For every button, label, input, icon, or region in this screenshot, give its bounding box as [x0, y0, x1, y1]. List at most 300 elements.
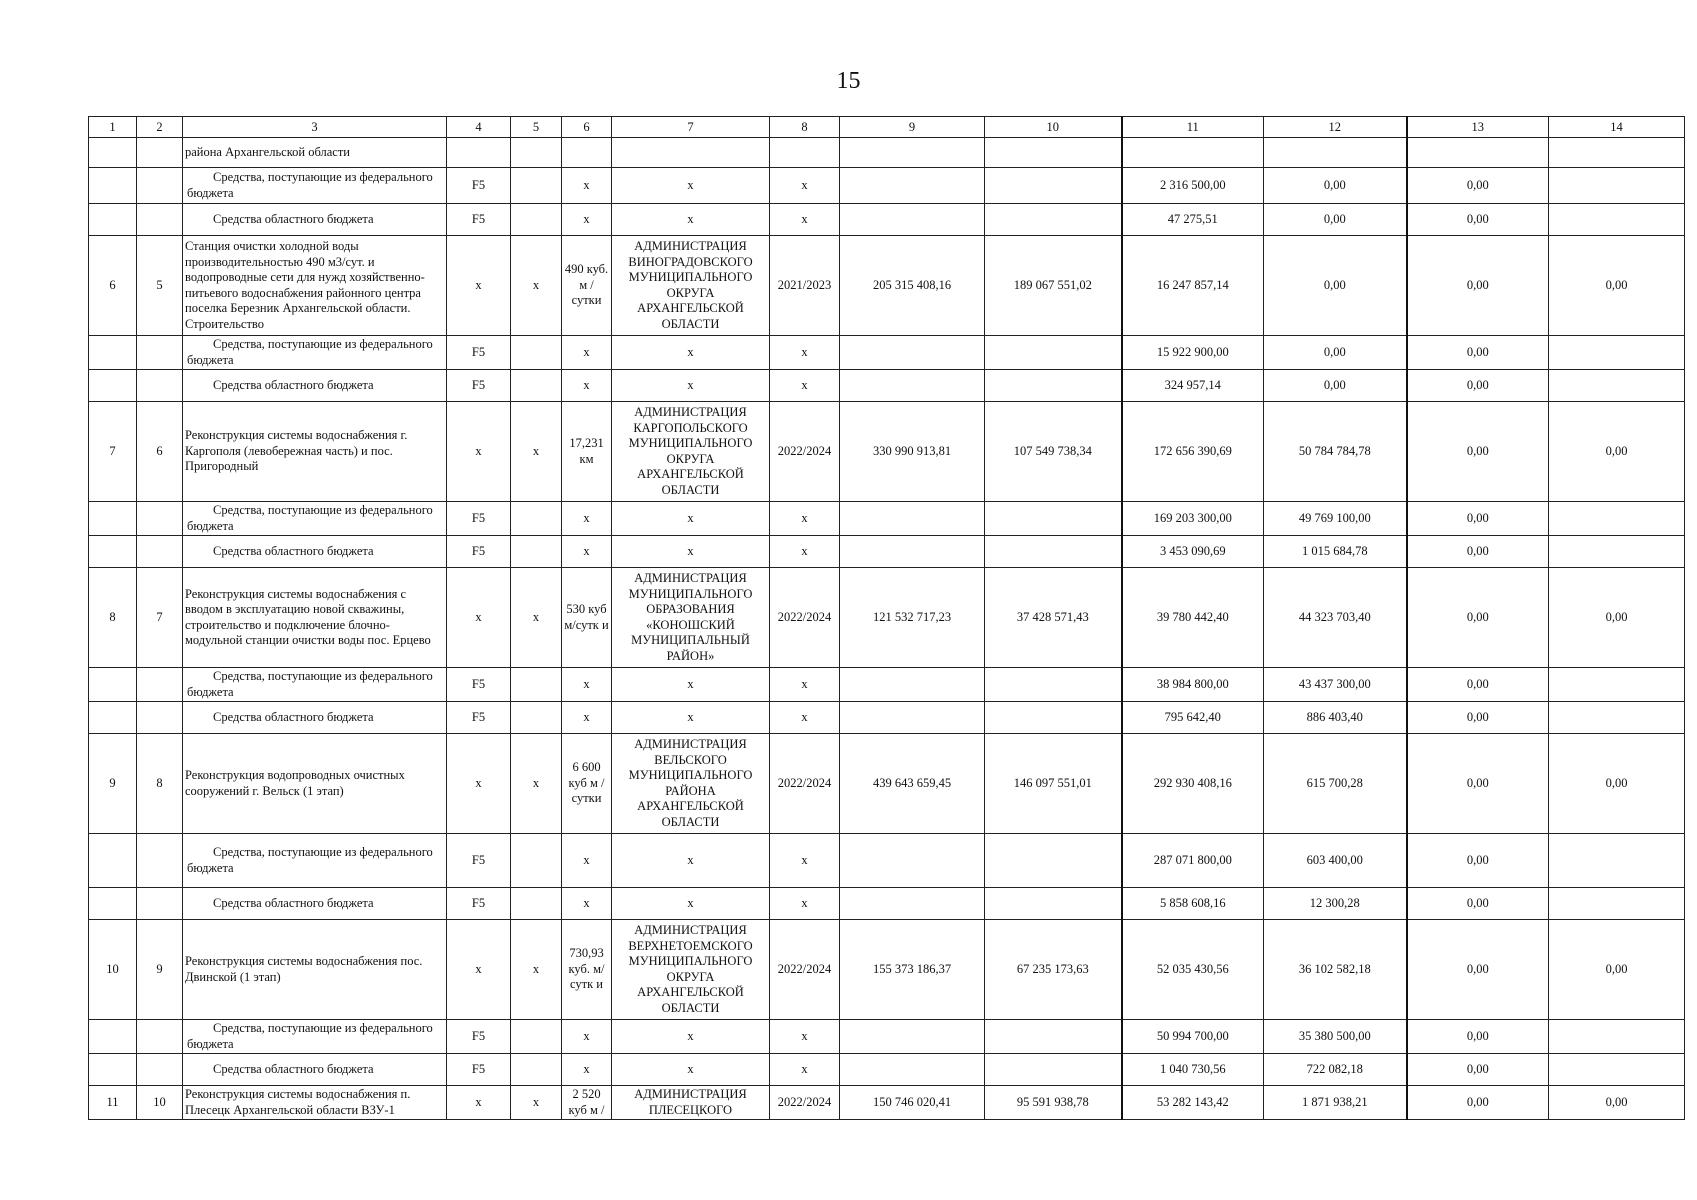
cell-col-2 [137, 1054, 183, 1086]
cell-col-11: 52 035 430,56 [1122, 920, 1264, 1020]
cell-col-4: x [447, 402, 511, 502]
cell-col-9 [840, 668, 985, 702]
cell-col-9: 121 532 717,23 [840, 568, 985, 668]
cell-col-5 [511, 888, 562, 920]
cell-col-13: 0,00 [1407, 502, 1549, 536]
cell-col-14 [1549, 168, 1685, 204]
table-row [89, 502, 1685, 536]
header-cell-14: 14 [1549, 117, 1685, 138]
cell-col-5 [511, 204, 562, 236]
cell-col-5 [511, 834, 562, 888]
cell-col-1 [89, 668, 137, 702]
cell-col-7: x [612, 336, 770, 370]
cell-col-2 [137, 336, 183, 370]
cell-col-2 [137, 834, 183, 888]
cell-col-7: x [612, 1054, 770, 1086]
cell-col-2 [137, 702, 183, 734]
cell-col-3: района Архангельской области [183, 138, 447, 168]
cell-col-14 [1549, 336, 1685, 370]
table-row [89, 1020, 1685, 1054]
table-row [89, 168, 1685, 204]
cell-col-9 [840, 702, 985, 734]
table-row [89, 370, 1685, 402]
cell-col-5 [511, 370, 562, 402]
cell-col-4: F5 [447, 834, 511, 888]
cell-col-14: 0,00 [1549, 1086, 1685, 1120]
cell-col-2: 9 [137, 920, 183, 1020]
cell-col-1: 10 [89, 920, 137, 1020]
header-cell-9: 9 [840, 117, 985, 138]
cell-col-10: 107 549 738,34 [985, 402, 1122, 502]
cell-col-12: 12 300,28 [1264, 888, 1407, 920]
cell-col-10 [985, 502, 1122, 536]
cell-col-5: x [511, 1086, 562, 1120]
cell-col-8: x [770, 834, 840, 888]
table-row [89, 402, 1685, 502]
cell-col-7: x [612, 1020, 770, 1054]
cell-col-14: 0,00 [1549, 236, 1685, 336]
cell-col-3: Средства областного бюджета [183, 536, 447, 568]
cell-col-8: x [770, 502, 840, 536]
cell-col-9: 439 643 659,45 [840, 734, 985, 834]
cell-col-4: F5 [447, 502, 511, 536]
cell-col-4: x [447, 734, 511, 834]
cell-col-1 [89, 502, 137, 536]
cell-col-13: 0,00 [1407, 1086, 1549, 1120]
cell-col-10 [985, 888, 1122, 920]
cell-col-12: 0,00 [1264, 336, 1407, 370]
cell-col-3: Станция очистки холодной воды производительностью 490 м3/сут. и водопроводные сети для нужд хозяйственно-питьевого водоснабжения районного центра поселка Березник Архангельской области. Строительство [183, 236, 447, 336]
cell-col-3: Реконструкция водопроводных очистных сооружений г. Вельск (1 этап) [183, 734, 447, 834]
cell-col-1 [89, 702, 137, 734]
cell-col-10 [985, 370, 1122, 402]
cell-col-13: 0,00 [1407, 204, 1549, 236]
cell-col-14 [1549, 370, 1685, 402]
cell-col-6: x [562, 702, 612, 734]
cell-col-10 [985, 1054, 1122, 1086]
cell-col-1: 9 [89, 734, 137, 834]
cell-col-9 [840, 370, 985, 402]
cell-col-9 [840, 168, 985, 204]
cell-col-12: 886 403,40 [1264, 702, 1407, 734]
cell-col-13: 0,00 [1407, 668, 1549, 702]
cell-col-10 [985, 336, 1122, 370]
cell-col-9 [840, 1020, 985, 1054]
cell-col-1 [89, 888, 137, 920]
cell-col-6: x [562, 888, 612, 920]
cell-col-11: 292 930 408,16 [1122, 734, 1264, 834]
cell-col-3: Реконструкция системы водоснабжения п. Плесецк Архангельской области ВЗУ-1 [183, 1086, 447, 1120]
cell-col-8: x [770, 1020, 840, 1054]
header-cell-1: 1 [89, 117, 137, 138]
cell-col-3: Средства областного бюджета [183, 888, 447, 920]
cell-col-14 [1549, 536, 1685, 568]
cell-col-11: 53 282 143,42 [1122, 1086, 1264, 1120]
cell-col-12: 603 400,00 [1264, 834, 1407, 888]
cell-col-8: x [770, 168, 840, 204]
cell-col-4: F5 [447, 888, 511, 920]
cell-col-2 [137, 502, 183, 536]
cell-col-2: 7 [137, 568, 183, 668]
cell-col-7: x [612, 204, 770, 236]
cell-col-7: x [612, 888, 770, 920]
cell-col-14 [1549, 204, 1685, 236]
cell-col-12: 36 102 582,18 [1264, 920, 1407, 1020]
cell-col-14 [1549, 1020, 1685, 1054]
cell-col-8: x [770, 702, 840, 734]
cell-col-1 [89, 204, 137, 236]
cell-col-7 [612, 138, 770, 168]
cell-col-2 [137, 1020, 183, 1054]
header-cell-6: 6 [562, 117, 612, 138]
cell-col-3: Средства, поступающие из федерального бюджета [183, 668, 447, 702]
table-row [89, 834, 1685, 888]
cell-col-11: 15 922 900,00 [1122, 336, 1264, 370]
cell-col-12: 35 380 500,00 [1264, 1020, 1407, 1054]
cell-col-8: 2021/2023 [770, 236, 840, 336]
cell-col-1 [89, 1020, 137, 1054]
cell-col-13: 0,00 [1407, 734, 1549, 834]
cell-col-13: 0,00 [1407, 370, 1549, 402]
cell-col-6: x [562, 336, 612, 370]
table-row [89, 702, 1685, 734]
cell-col-5 [511, 168, 562, 204]
cell-col-12: 49 769 100,00 [1264, 502, 1407, 536]
header-cell-5: 5 [511, 117, 562, 138]
cell-col-7: АДМИНИСТРАЦИЯ КАРГОПОЛЬСКОГО МУНИЦИПАЛЬНОГО ОКРУГА АРХАНГЕЛЬСКОЙ ОБЛАСТИ [612, 402, 770, 502]
cell-col-5: x [511, 236, 562, 336]
cell-col-9 [840, 336, 985, 370]
header-cell-3: 3 [183, 117, 447, 138]
cell-col-6: x [562, 1054, 612, 1086]
cell-col-12 [1264, 138, 1407, 168]
table-row [89, 204, 1685, 236]
cell-col-11: 38 984 800,00 [1122, 668, 1264, 702]
cell-col-10: 67 235 173,63 [985, 920, 1122, 1020]
cell-col-7: x [612, 168, 770, 204]
cell-col-12: 0,00 [1264, 204, 1407, 236]
cell-col-8: 2022/2024 [770, 734, 840, 834]
cell-col-6: 730,93 куб. м/сутк и [562, 920, 612, 1020]
cell-col-7: x [612, 536, 770, 568]
cell-col-14: 0,00 [1549, 402, 1685, 502]
cell-col-8: 2022/2024 [770, 402, 840, 502]
cell-col-11: 2 316 500,00 [1122, 168, 1264, 204]
cell-col-9 [840, 888, 985, 920]
table-row [89, 668, 1685, 702]
cell-col-12: 0,00 [1264, 236, 1407, 336]
cell-col-7: x [612, 502, 770, 536]
cell-col-9: 330 990 913,81 [840, 402, 985, 502]
cell-col-3: Средства, поступающие из федерального бюджета [183, 336, 447, 370]
cell-col-11: 172 656 390,69 [1122, 402, 1264, 502]
cell-col-13: 0,00 [1407, 336, 1549, 370]
cell-col-11: 1 040 730,56 [1122, 1054, 1264, 1086]
cell-col-6: 530 куб м/сутк и [562, 568, 612, 668]
cell-col-11: 39 780 442,40 [1122, 568, 1264, 668]
cell-col-12: 0,00 [1264, 168, 1407, 204]
cell-col-8: x [770, 536, 840, 568]
cell-col-9 [840, 834, 985, 888]
cell-col-11: 3 453 090,69 [1122, 536, 1264, 568]
cell-col-12: 1 871 938,21 [1264, 1086, 1407, 1120]
cell-col-7: АДМИНИСТРАЦИЯ МУНИЦИПАЛЬНОГО ОБРАЗОВАНИЯ «КОНОШСКИЙ МУНИЦИПАЛЬНЫЙ РАЙОН» [612, 568, 770, 668]
table-row [89, 1086, 1685, 1120]
cell-col-6: x [562, 502, 612, 536]
cell-col-6: x [562, 834, 612, 888]
cell-col-2 [137, 204, 183, 236]
cell-col-2: 6 [137, 402, 183, 502]
page-number: 15 [836, 68, 861, 94]
cell-col-10 [985, 138, 1122, 168]
cell-col-6: 6 600 куб м / сутки [562, 734, 612, 834]
table-row [89, 888, 1685, 920]
cell-col-1: 7 [89, 402, 137, 502]
cell-col-12: 50 784 784,78 [1264, 402, 1407, 502]
cell-col-4: F5 [447, 336, 511, 370]
cell-col-3: Реконструкция системы водоснабжения пос. Двинской (1 этап) [183, 920, 447, 1020]
cell-col-4: F5 [447, 168, 511, 204]
cell-col-5 [511, 702, 562, 734]
cell-col-3: Средства, поступающие из федерального бюджета [183, 168, 447, 204]
cell-col-12: 722 082,18 [1264, 1054, 1407, 1086]
cell-col-1 [89, 370, 137, 402]
cell-col-13: 0,00 [1407, 1020, 1549, 1054]
cell-col-11: 50 994 700,00 [1122, 1020, 1264, 1054]
cell-col-10 [985, 204, 1122, 236]
cell-col-11 [1122, 138, 1264, 168]
cell-col-14 [1549, 1054, 1685, 1086]
cell-col-14 [1549, 138, 1685, 168]
cell-col-4: F5 [447, 1020, 511, 1054]
cell-col-1 [89, 536, 137, 568]
cell-col-9 [840, 1054, 985, 1086]
cell-col-8: 2022/2024 [770, 568, 840, 668]
cell-col-4: x [447, 568, 511, 668]
cell-col-6: x [562, 536, 612, 568]
header-cell-7: 7 [612, 117, 770, 138]
cell-col-1 [89, 336, 137, 370]
cell-col-4: F5 [447, 1054, 511, 1086]
cell-col-9: 155 373 186,37 [840, 920, 985, 1020]
cell-col-14: 0,00 [1549, 568, 1685, 668]
table-row [89, 536, 1685, 568]
cell-col-4: F5 [447, 204, 511, 236]
cell-col-14 [1549, 888, 1685, 920]
cell-col-9 [840, 204, 985, 236]
table-row [89, 1054, 1685, 1086]
cell-col-11: 324 957,14 [1122, 370, 1264, 402]
cell-col-1 [89, 834, 137, 888]
budget-table [88, 116, 1685, 1120]
cell-col-8: 2022/2024 [770, 920, 840, 1020]
cell-col-2: 10 [137, 1086, 183, 1120]
cell-col-9 [840, 502, 985, 536]
cell-col-13: 0,00 [1407, 920, 1549, 1020]
cell-col-13: 0,00 [1407, 568, 1549, 668]
cell-col-3: Средства, поступающие из федерального бюджета [183, 1020, 447, 1054]
cell-col-10 [985, 168, 1122, 204]
cell-col-6: 17,231 км [562, 402, 612, 502]
cell-col-3: Средства областного бюджета [183, 702, 447, 734]
cell-col-5: x [511, 734, 562, 834]
table-row [89, 336, 1685, 370]
cell-col-3: Средства, поступающие из федерального бюджета [183, 834, 447, 888]
cell-col-2 [137, 536, 183, 568]
header-cell-11: 11 [1122, 117, 1264, 138]
cell-col-14 [1549, 834, 1685, 888]
cell-col-11: 47 275,51 [1122, 204, 1264, 236]
cell-col-10 [985, 834, 1122, 888]
cell-col-4: x [447, 1086, 511, 1120]
cell-col-1: 6 [89, 236, 137, 336]
cell-col-12: 1 015 684,78 [1264, 536, 1407, 568]
cell-col-5: x [511, 920, 562, 1020]
cell-col-14: 0,00 [1549, 734, 1685, 834]
cell-col-12: 615 700,28 [1264, 734, 1407, 834]
cell-col-7: АДМИНИСТРАЦИЯ ВИНОГРАДОВСКОГО МУНИЦИПАЛЬНОГО ОКРУГА АРХАНГЕЛЬСКОЙ ОБЛАСТИ [612, 236, 770, 336]
cell-col-5 [511, 1054, 562, 1086]
cell-col-4: F5 [447, 536, 511, 568]
cell-col-6: x [562, 204, 612, 236]
cell-col-4: F5 [447, 668, 511, 702]
cell-col-13: 0,00 [1407, 702, 1549, 734]
table-row [89, 920, 1685, 1020]
cell-col-2 [137, 138, 183, 168]
cell-col-5 [511, 138, 562, 168]
cell-col-2 [137, 668, 183, 702]
cell-col-3: Средства областного бюджета [183, 370, 447, 402]
cell-col-14 [1549, 702, 1685, 734]
cell-col-4: x [447, 920, 511, 1020]
cell-col-8: x [770, 888, 840, 920]
cell-col-6: x [562, 370, 612, 402]
table-row [89, 236, 1685, 336]
cell-col-6: 2 520 куб м / [562, 1086, 612, 1120]
cell-col-5: x [511, 402, 562, 502]
cell-col-2 [137, 370, 183, 402]
cell-col-8 [770, 138, 840, 168]
header-cell-10: 10 [985, 117, 1122, 138]
cell-col-2 [137, 888, 183, 920]
cell-col-7: АДМИНИСТРАЦИЯ ВЕРХНЕТОЕМСКОГО МУНИЦИПАЛЬНОГО ОКРУГА АРХАНГЕЛЬСКОЙ ОБЛАСТИ [612, 920, 770, 1020]
cell-col-10 [985, 1020, 1122, 1054]
cell-col-11: 5 858 608,16 [1122, 888, 1264, 920]
cell-col-12: 44 323 703,40 [1264, 568, 1407, 668]
cell-col-8: x [770, 370, 840, 402]
cell-col-2 [137, 168, 183, 204]
cell-col-13: 0,00 [1407, 402, 1549, 502]
cell-col-9: 205 315 408,16 [840, 236, 985, 336]
cell-col-6: x [562, 168, 612, 204]
header-cell-4: 4 [447, 117, 511, 138]
cell-col-10 [985, 536, 1122, 568]
cell-col-8: x [770, 668, 840, 702]
cell-col-7: x [612, 834, 770, 888]
cell-col-2: 8 [137, 734, 183, 834]
cell-col-7: АДМИНИСТРАЦИЯ ПЛЕСЕЦКОГО [612, 1086, 770, 1120]
cell-col-6: x [562, 668, 612, 702]
table-row [89, 568, 1685, 668]
cell-col-3: Реконструкция системы водоснабжения с вводом в эксплуатацию новой скважины, строительство и подключение блочно-модульной станции очистки воды пос. Ерцево [183, 568, 447, 668]
cell-col-8: 2022/2024 [770, 1086, 840, 1120]
cell-col-8: x [770, 1054, 840, 1086]
cell-col-11: 16 247 857,14 [1122, 236, 1264, 336]
cell-col-10: 146 097 551,01 [985, 734, 1122, 834]
cell-col-1 [89, 138, 137, 168]
cell-col-1 [89, 1054, 137, 1086]
cell-col-5 [511, 668, 562, 702]
cell-col-2: 5 [137, 236, 183, 336]
cell-col-9: 150 746 020,41 [840, 1086, 985, 1120]
table-row [89, 734, 1685, 834]
cell-col-9 [840, 138, 985, 168]
cell-col-10 [985, 668, 1122, 702]
header-cell-12: 12 [1264, 117, 1407, 138]
cell-col-10 [985, 702, 1122, 734]
cell-col-6: x [562, 1020, 612, 1054]
header-cell-8: 8 [770, 117, 840, 138]
cell-col-7: АДМИНИСТРАЦИЯ ВЕЛЬСКОГО МУНИЦИПАЛЬНОГО РАЙОНА АРХАНГЕЛЬСКОЙ ОБЛАСТИ [612, 734, 770, 834]
cell-col-7: x [612, 668, 770, 702]
cell-col-13 [1407, 138, 1549, 168]
cell-col-5 [511, 536, 562, 568]
cell-col-5: x [511, 568, 562, 668]
cell-col-14: 0,00 [1549, 920, 1685, 1020]
header-cell-13: 13 [1407, 117, 1549, 138]
header-row [89, 117, 1685, 138]
cell-col-1: 8 [89, 568, 137, 668]
cell-col-3: Реконструкция системы водоснабжения г. Каргополя (левобережная часть) и пос. Пригородный [183, 402, 447, 502]
cell-col-6: 490 куб. м / сутки [562, 236, 612, 336]
cell-col-7: x [612, 370, 770, 402]
cell-col-5 [511, 502, 562, 536]
cell-col-7: x [612, 702, 770, 734]
cell-col-9 [840, 536, 985, 568]
cell-col-10: 37 428 571,43 [985, 568, 1122, 668]
cell-col-1: 11 [89, 1086, 137, 1120]
cell-col-3: Средства, поступающие из федерального бюджета [183, 502, 447, 536]
cell-col-10: 95 591 938,78 [985, 1086, 1122, 1120]
cell-col-11: 795 642,40 [1122, 702, 1264, 734]
cell-col-4 [447, 138, 511, 168]
cell-col-4: F5 [447, 702, 511, 734]
cell-col-14 [1549, 668, 1685, 702]
cell-col-6 [562, 138, 612, 168]
header-cell-2: 2 [137, 117, 183, 138]
cell-col-5 [511, 336, 562, 370]
cell-col-13: 0,00 [1407, 834, 1549, 888]
cell-col-4: F5 [447, 370, 511, 402]
cell-col-5 [511, 1020, 562, 1054]
cell-col-11: 169 203 300,00 [1122, 502, 1264, 536]
cell-col-14 [1549, 502, 1685, 536]
cell-col-8: x [770, 204, 840, 236]
cell-col-13: 0,00 [1407, 168, 1549, 204]
cell-col-13: 0,00 [1407, 888, 1549, 920]
cell-col-13: 0,00 [1407, 1054, 1549, 1086]
table-body [89, 117, 1685, 1120]
cell-col-13: 0,00 [1407, 236, 1549, 336]
table-row [89, 138, 1685, 168]
cell-col-12: 0,00 [1264, 370, 1407, 402]
cell-col-8: x [770, 336, 840, 370]
cell-col-4: x [447, 236, 511, 336]
cell-col-12: 43 437 300,00 [1264, 668, 1407, 702]
cell-col-13: 0,00 [1407, 536, 1549, 568]
cell-col-1 [89, 168, 137, 204]
cell-col-3: Средства областного бюджета [183, 204, 447, 236]
